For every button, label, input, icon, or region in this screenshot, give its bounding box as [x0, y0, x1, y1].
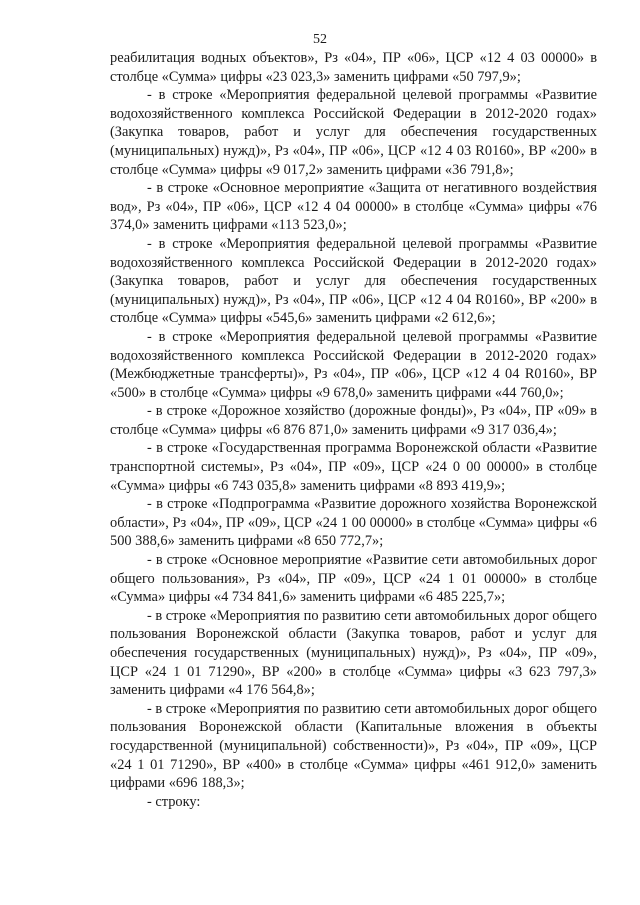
- paragraph: - в строке «Основное мероприятие «Развитие сети автомобильных дорог общего пользования», Рз «04», ПР «09», ЦСР «24 1 01 00000» в столбце «Сумма» цифры «4 734 841,6» заменить цифрами «6 485 225,7»;: [110, 552, 597, 606]
- paragraph: - в строке «Государственная программа Воронежской области «Развитие транспортной системы», Рз «04», ПР «09», ЦСР «24 0 00 00000» в столбце «Сумма» цифры «6 743 035,8» заменить цифрами «8 893 419,9»;: [110, 440, 597, 494]
- paragraph: - в строке «Мероприятия по развитию сети автомобильных дорог общего пользования Воронежской области (Капитальные вложения в объекты государственной (муниципальной) собственности)», Рз «04», ПР «09», ЦСР «24 1 01 71290», ВР «400» в столбце «Сумма» цифры «461 912,0» заменить цифрами «696 188,3»;: [110, 700, 597, 792]
- paragraph: - в строке «Основное мероприятие «Защита от негативного воздействия вод», Рз «04», ПР «06», ЦСР «12 4 04 00000» в столбце «Сумма» цифры «76 374,0» заменить цифрами «113 523,0»;: [110, 180, 597, 234]
- paragraph: - в строке «Мероприятия федеральной целевой программы «Развитие водохозяйственного комплекса Российской Федерации в 2012-2020 годах» (Закупка товаров, работ и услуг для обеспечения государственных (муниципальных) нужд)», Рз «04», ПР «06», ЦСР «12 4 04 R0160», ВР «200» в столбце «Сумма» цифры «545,6» заменить цифрами «2 612,6»;: [110, 235, 597, 327]
- paragraph: - в строке «Мероприятия по развитию сети автомобильных дорог общего пользования Воронежской области (Закупка товаров, работ и услуг для обеспечения государственных (муниципальных) нужд)», Рз «04», ПР «09», ЦСР «24 1 01 71290», ВР «200» в столбце «Сумма» цифры «3 623 797,3» заменить цифрами «4 176 564,8»;: [110, 607, 597, 699]
- paragraph: - в строке «Мероприятия федеральной целевой программы «Развитие водохозяйственного комплекса Российской Федерации в 2012-2020 годах» (Межбюджетные трансферты)», Рз «04», ПР «06», ЦСР «12 4 04 R0160», ВР «500» в столбце «Сумма» цифры «9 678,0» заменить цифрами «44 760,0»;: [110, 328, 597, 401]
- page-number: 52: [313, 32, 327, 47]
- document-body: [110, 49, 597, 811]
- paragraph-continuation: реабилитация водных объектов», Рз «04», ПР «06», ЦСР «12 4 03 00000» в столбце «Сумма» цифры «23 023,3» заменить цифрами «50 797,9»;: [110, 50, 597, 85]
- paragraph: - в строке «Подпрограмма «Развитие дорожного хозяйства Воронежской области», Рз «04», ПР «09», ЦСР «24 1 00 00000» в столбце «Сумма» цифры «6 500 388,6» заменить цифрами «8 650 772,7»;: [110, 496, 597, 550]
- paragraph: - строку:: [147, 793, 201, 810]
- paragraph: - в строке «Мероприятия федеральной целевой программы «Развитие водохозяйственного комплекса Российской Федерации в 2012-2020 годах» (Закупка товаров, работ и услуг для обеспечения государственных (муниципальных) нужд)», Рз «04», ПР «06», ЦСР «12 4 03 R0160», ВР «200» в столбце «Сумма» цифры «9 017,2» заменить цифрами «36 791,8»;: [110, 87, 597, 178]
- paragraph: - в строке «Дорожное хозяйство (дорожные фонды)», Рз «04», ПР «09» в столбце «Сумма» цифры «6 876 871,0» заменить цифрами «9 317 036,4»;: [110, 403, 597, 438]
